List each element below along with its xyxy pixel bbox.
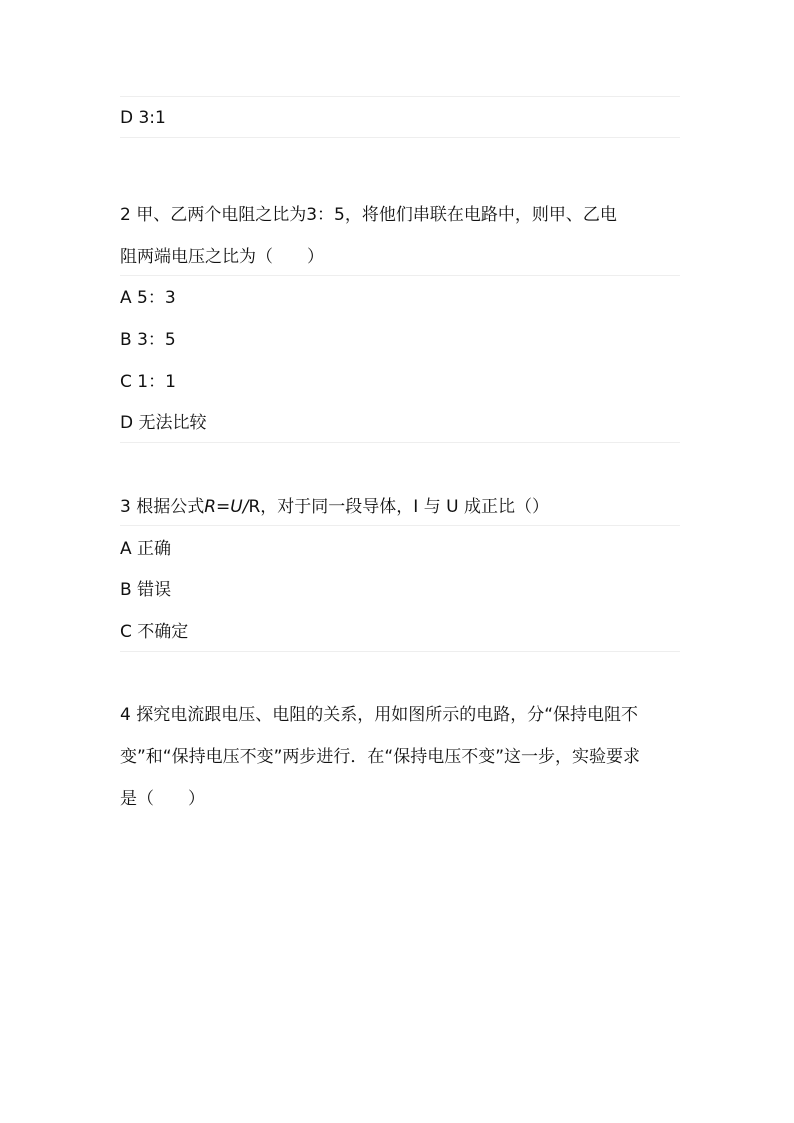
q1-option-d: D 3:1: [120, 108, 166, 128]
separator-line: [120, 96, 680, 97]
q3-option-c: C 不确定: [120, 622, 189, 642]
separator-line: [120, 275, 680, 276]
q2-option-d: D 无法比较: [120, 413, 207, 433]
q4-stem-line3: 是（ ）: [120, 789, 205, 809]
q3-option-a: A 正确: [120, 539, 172, 559]
q4-stem-line2: 变”和“保持电压不变”两步进行．在“保持电压不变”这一步，实验要求: [120, 747, 641, 767]
separator-line: [120, 525, 680, 526]
q3-stem-suffix: R，对于同一段导体，I 与 U 成正比（）: [248, 497, 549, 517]
q2-option-b: B 3：5: [120, 330, 176, 350]
q3-formula: R=U/: [204, 497, 249, 517]
q3-stem-prefix: 3 根据公式: [120, 497, 205, 517]
separator-line: [120, 651, 680, 652]
separator-line: [120, 442, 680, 443]
q3-option-b: B 错误: [120, 580, 172, 600]
q2-option-c: C 1：1: [120, 372, 176, 392]
q2-stem-line2: 阻两端电压之比为（ ）: [120, 247, 324, 267]
q4-stem-line1: 4 探究电流跟电压、电阻的关系，用如图所示的电路，分“保持电阻不: [120, 705, 639, 725]
q2-option-a: A 5：3: [120, 288, 176, 308]
separator-line: [120, 137, 680, 138]
q3-stem: [120, 495, 680, 519]
q2-stem-line1: 2 甲、乙两个电阻之比为3：5，将他们串联在电路中，则甲、乙电: [120, 205, 617, 225]
